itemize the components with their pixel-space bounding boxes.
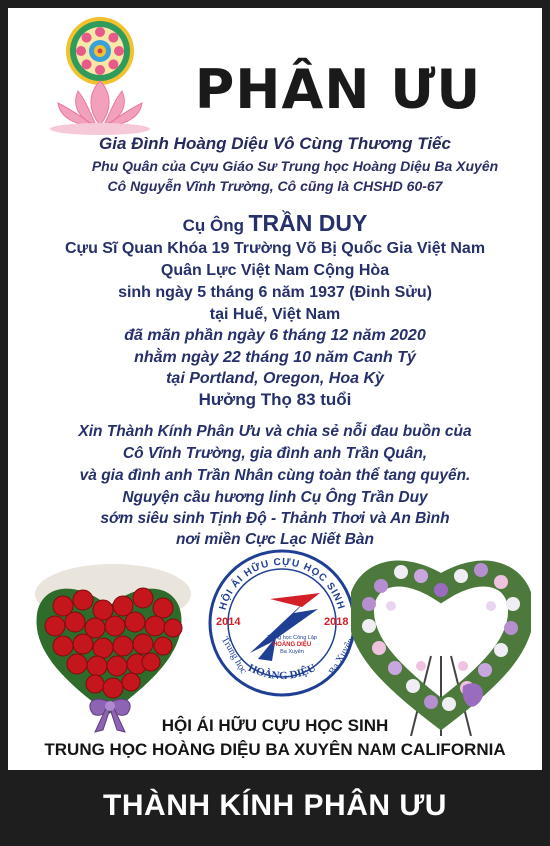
birth-date-line: sinh ngày 5 tháng 6 năm 1937 (Đinh Sửu) (118, 284, 432, 301)
rank-line: Cựu Sĩ Quan Khóa 19 Trường Võ Bị Quốc Gia Việt Nam (64, 240, 486, 257)
obituary-card (8, 8, 542, 770)
dharma-wheel-lotus-icon (38, 13, 168, 138)
condolence-line: và gia đình anh Trần Nhân cùng toàn thể tang quyến. (79, 467, 471, 484)
condolence-line: nơi miền Cực Lạc Niết Bàn (175, 531, 375, 548)
school-name: TRUNG HỌC HOÀNG DIỆU BA XUYÊN NAM CALIFORNIA (44, 740, 506, 759)
condolence-line: Nguyện cầu hương linh Cụ Ông Trần Duy (122, 489, 428, 506)
condolence-line: sớm siêu sinh Tịnh Độ - Thảnh Thơi và An Bình (100, 510, 450, 527)
emblem-year-right: 2018 (324, 616, 349, 628)
emblem-inner-line1: Trung học Công Lập (267, 635, 317, 641)
association-name: HỘI ÁI HỮU CỰU HỌC SINH (161, 716, 389, 735)
school-emblem-logo (202, 541, 362, 706)
death-date-line: đã mãn phần ngày 6 tháng 12 năm 2020 (124, 327, 426, 344)
rose-heart-bouquet-image (23, 554, 195, 734)
birthplace-line: tại Huế, Việt Nam (209, 306, 341, 323)
emblem-arc-text: HỘI ÁI HỮU CỰU HỌC SINH (217, 556, 347, 612)
deceased-name: TRẦN DUY (248, 210, 368, 236)
lunar-date-line: nhằm ngày 22 tháng 10 năm Canh Tý (134, 349, 416, 366)
condolence-line: Cô Vĩnh Trường, gia đình anh Trần Quân, (122, 445, 428, 462)
deathplace-line: tại Portland, Oregon, Hoa Kỳ (166, 370, 384, 387)
emblem-year-left: 2014 (216, 616, 241, 628)
deceased-name-line (8, 210, 542, 240)
spouse-line: Phu Quân của Cựu Giáo Sư Trung học Hoàng Diệu Ba Xuyên (91, 158, 499, 174)
emblem-right-text: Ba Xuyên (327, 636, 357, 677)
deceased-prefix: Cụ Ông (182, 216, 245, 235)
emblem-bottom-text: HOÀNG DIỆU (246, 662, 318, 683)
family-headline: Gia Đình Hoàng Diệu Vô Cùng Thương Tiếc (99, 134, 451, 153)
footer-banner: THÀNH KÍNH PHÂN ƯU (103, 789, 447, 822)
spouse-name-line: Cô Nguyễn Vĩnh Trường, Cô cũng là CHSHD 60-67 (107, 178, 443, 194)
army-line: Quân Lực Việt Nam Cộng Hòa (160, 262, 390, 279)
flower-heart-wreath-image (351, 546, 531, 736)
condolence-line: Xin Thành Kính Phân Ưu và chia sẻ nỗi đau buồn của (78, 423, 472, 440)
emblem-inner-line2: HOÀNG DIỆU (272, 642, 312, 648)
emblem-inner-line3: Ba Xuyên (280, 649, 304, 655)
page-title: PHÂN ƯU (194, 58, 482, 121)
age-line: Hưởng Thọ 83 tuổi (198, 390, 352, 409)
emblem-left-text: Trung học (218, 634, 249, 676)
